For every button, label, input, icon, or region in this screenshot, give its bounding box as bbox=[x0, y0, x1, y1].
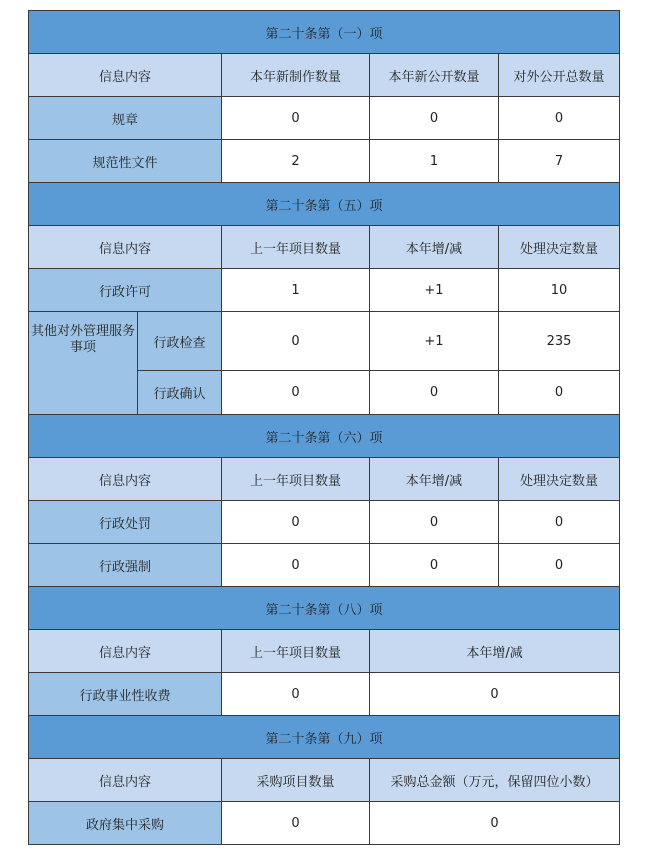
section-title: 第二十条第（六）项 bbox=[29, 415, 620, 458]
value-cell: 0 bbox=[222, 501, 370, 544]
row-label: 行政检查 bbox=[138, 312, 222, 371]
column-header: 本年增/减 bbox=[370, 630, 620, 673]
section-title: 第二十条第（一）项 bbox=[29, 11, 620, 54]
column-header: 本年新制作数量 bbox=[222, 54, 370, 97]
column-header: 上一年项目数量 bbox=[222, 630, 370, 673]
value-cell: 0 bbox=[222, 673, 370, 716]
value-cell: 0 bbox=[370, 673, 620, 716]
section-title: 第二十条第（五）项 bbox=[29, 183, 620, 226]
row-label: 行政事业性收费 bbox=[29, 673, 222, 716]
section-title: 第二十条第（八）项 bbox=[29, 587, 620, 630]
table-row bbox=[29, 501, 620, 544]
value-cell: 0 bbox=[222, 544, 370, 587]
value-cell: 235 bbox=[499, 312, 620, 371]
column-header: 上一年项目数量 bbox=[222, 458, 370, 501]
column-header: 信息内容 bbox=[29, 54, 222, 97]
section-title: 第二十条第（九）项 bbox=[29, 716, 620, 759]
value-cell: 7 bbox=[499, 140, 620, 183]
value-cell: 0 bbox=[499, 501, 620, 544]
row-label: 行政确认 bbox=[138, 371, 222, 415]
value-cell: 0 bbox=[370, 97, 499, 140]
table-row bbox=[29, 97, 620, 140]
row-label: 规范性文件 bbox=[29, 140, 222, 183]
table-row bbox=[29, 802, 620, 845]
column-header: 信息内容 bbox=[29, 226, 222, 269]
value-cell: +1 bbox=[370, 312, 499, 371]
value-cell: 0 bbox=[370, 802, 620, 845]
row-label: 规章 bbox=[29, 97, 222, 140]
column-header: 本年增/减 bbox=[370, 226, 499, 269]
value-cell: 0 bbox=[499, 97, 620, 140]
value-cell: 2 bbox=[222, 140, 370, 183]
value-cell: 10 bbox=[499, 269, 620, 312]
column-header: 信息内容 bbox=[29, 458, 222, 501]
value-cell: 0 bbox=[370, 501, 499, 544]
value-cell: 1 bbox=[222, 269, 370, 312]
column-header: 处理决定数量 bbox=[499, 226, 620, 269]
column-header: 处理决定数量 bbox=[499, 458, 620, 501]
column-header: 本年新公开数量 bbox=[370, 54, 499, 97]
value-cell: 1 bbox=[370, 140, 499, 183]
group-label: 其他对外管理服务事项 bbox=[29, 312, 138, 415]
value-cell: 0 bbox=[222, 802, 370, 845]
table-row bbox=[29, 544, 620, 587]
column-header: 对外公开总数量 bbox=[499, 54, 620, 97]
table-row bbox=[29, 673, 620, 716]
column-header: 采购项目数量 bbox=[222, 759, 370, 802]
table-row bbox=[29, 269, 620, 312]
column-header: 上一年项目数量 bbox=[222, 226, 370, 269]
column-header: 采购总金额（万元，保留四位小数） bbox=[370, 759, 620, 802]
disclosure-table bbox=[28, 10, 620, 845]
value-cell: +1 bbox=[370, 269, 499, 312]
table-row bbox=[29, 312, 620, 371]
value-cell: 0 bbox=[499, 544, 620, 587]
row-label: 行政许可 bbox=[29, 269, 222, 312]
column-header: 信息内容 bbox=[29, 630, 222, 673]
value-cell: 0 bbox=[499, 371, 620, 415]
value-cell: 0 bbox=[222, 371, 370, 415]
column-header: 信息内容 bbox=[29, 759, 222, 802]
value-cell: 0 bbox=[370, 371, 499, 415]
value-cell: 0 bbox=[370, 544, 499, 587]
column-header: 本年增/减 bbox=[370, 458, 499, 501]
row-label: 政府集中采购 bbox=[29, 802, 222, 845]
table-row bbox=[29, 140, 620, 183]
value-cell: 0 bbox=[222, 312, 370, 371]
value-cell: 0 bbox=[222, 97, 370, 140]
row-label: 行政强制 bbox=[29, 544, 222, 587]
row-label: 行政处罚 bbox=[29, 501, 222, 544]
